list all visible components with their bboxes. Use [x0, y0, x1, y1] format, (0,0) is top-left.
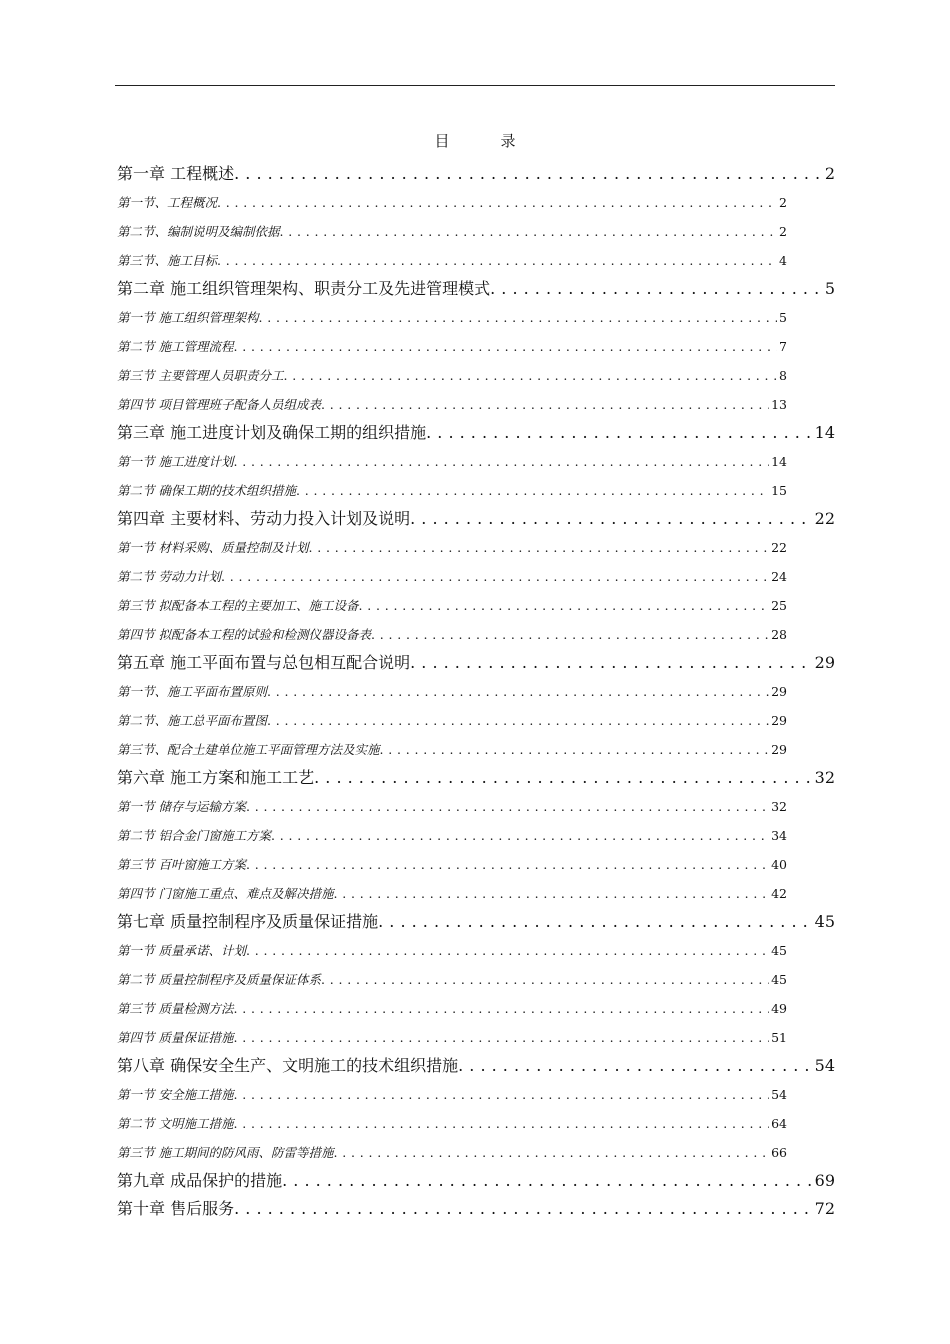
dot-leader	[267, 706, 769, 735]
dot-leader	[296, 476, 769, 505]
toc-chapter-entry[interactable]	[117, 160, 835, 188]
toc-page-number: 32	[814, 768, 835, 787]
toc-page-number: 45	[814, 912, 835, 931]
toc-section-entry[interactable]	[117, 1138, 787, 1167]
toc-entry-label: 第七章 质量控制程序及质量保证措施	[117, 912, 379, 931]
header-rule	[115, 85, 835, 86]
toc-entry-label: 第一节 材料采购、质量控制及计划	[117, 540, 309, 555]
dot-leader	[258, 303, 777, 332]
toc-chapter-entry[interactable]	[117, 908, 835, 936]
toc-page-number: 25	[771, 598, 787, 613]
dot-leader	[321, 965, 769, 994]
toc-section-entry[interactable]	[117, 706, 787, 735]
toc-page-number: 29	[814, 653, 835, 672]
toc-section-entry[interactable]	[117, 390, 787, 419]
toc-entry-label: 第一节 施工进度计划	[117, 454, 234, 469]
toc-page-number: 54	[771, 1087, 787, 1102]
toc-entry-label: 第四章 主要材料、劳动力投入计划及说明	[117, 509, 411, 528]
toc-section-entry[interactable]	[117, 735, 787, 764]
toc-section-entry[interactable]	[117, 246, 787, 275]
toc-section-entry[interactable]	[117, 361, 787, 390]
toc-entry-label: 第二节 文明施工措施	[117, 1116, 234, 1131]
dot-leader	[410, 505, 813, 533]
toc-page-number: 51	[771, 1030, 787, 1045]
dot-leader	[380, 735, 770, 764]
toc-page-number: 24	[771, 569, 787, 584]
toc-page-number: 22	[814, 509, 835, 528]
toc-entry-label: 第二节、编制说明及编制依据	[117, 224, 280, 239]
toc-entry-label: 第四节 项目管理班子配备人员组成表	[117, 397, 321, 412]
toc-page-number: 5	[779, 310, 787, 325]
dot-leader	[233, 447, 769, 476]
toc-section-entry[interactable]	[117, 447, 787, 476]
dot-leader	[490, 275, 823, 303]
dot-leader	[233, 994, 769, 1023]
dot-leader	[426, 419, 813, 447]
toc-page-number: 15	[771, 483, 787, 498]
toc-entry-label: 第一章 工程概述	[117, 164, 235, 183]
toc-entry-label: 第一节、施工平面布置原则	[117, 684, 268, 699]
dot-leader	[246, 936, 769, 965]
toc-chapter-entry[interactable]	[117, 275, 835, 303]
toc-page-number: 2	[779, 224, 787, 239]
toc-entry-label: 第六章 施工方案和施工工艺	[117, 768, 315, 787]
toc-page-number: 14	[771, 454, 787, 469]
toc-chapter-entry[interactable]	[117, 764, 835, 792]
dot-leader	[333, 1138, 769, 1167]
toc-chapter-entry[interactable]	[117, 1167, 835, 1195]
toc-page-number: 66	[771, 1145, 787, 1160]
toc-page-number: 49	[771, 1001, 787, 1016]
toc-page-number: 22	[771, 540, 787, 555]
toc-page-number: 29	[771, 713, 787, 728]
toc-chapter-entry[interactable]	[117, 1052, 835, 1080]
toc-section-entry[interactable]	[117, 965, 787, 994]
toc-entry-label: 第一节、工程概况	[117, 195, 218, 210]
toc-entry-label: 第一节 施工组织管理架构	[117, 310, 259, 325]
toc-section-entry[interactable]	[117, 879, 787, 908]
toc-page-number: 28	[771, 627, 787, 642]
dot-leader	[358, 591, 769, 620]
toc-section-entry[interactable]	[117, 188, 787, 217]
toc-page-number: 69	[814, 1171, 835, 1190]
toc-entry-label: 第一节 储存与运输方案	[117, 799, 246, 814]
toc-page-number: 40	[771, 857, 787, 872]
dot-leader	[410, 649, 813, 677]
table-of-contents	[117, 160, 835, 1223]
toc-page-number: 54	[814, 1056, 835, 1075]
toc-entry-label: 第十章 售后服务	[117, 1199, 235, 1218]
dot-leader	[283, 361, 777, 390]
dot-leader	[246, 850, 769, 879]
toc-entry-label: 第三节 百叶窗施工方案	[117, 857, 246, 872]
toc-entry-label: 第四节 门窗施工重点、难点及解决措施	[117, 886, 334, 901]
toc-entry-label: 第三节 施工期间的防风雨、防雷等措施	[117, 1145, 334, 1160]
dot-leader	[458, 1052, 813, 1080]
toc-page-number: 13	[771, 397, 787, 412]
toc-entry-label: 第二节 确保工期的技术组织措施	[117, 483, 296, 498]
toc-section-entry[interactable]	[117, 936, 787, 965]
dot-leader	[233, 332, 777, 361]
dot-leader	[221, 562, 769, 591]
toc-section-entry[interactable]	[117, 850, 787, 879]
dot-leader	[333, 879, 769, 908]
toc-page-number: 29	[771, 684, 787, 699]
toc-section-entry[interactable]	[117, 1109, 787, 1138]
dot-leader	[267, 677, 769, 706]
toc-page-number: 14	[814, 423, 835, 442]
toc-entry-label: 第一节 安全施工措施	[117, 1087, 234, 1102]
toc-page-number: 45	[771, 943, 787, 958]
toc-entry-label: 第三节 主要管理人员职责分工	[117, 368, 284, 383]
toc-page-number: 64	[771, 1116, 787, 1131]
toc-section-entry[interactable]	[117, 821, 787, 850]
toc-section-entry[interactable]	[117, 994, 787, 1023]
dot-leader	[217, 188, 777, 217]
toc-entry-label: 第五章 施工平面布置与总包相互配合说明	[117, 653, 411, 672]
dot-leader	[233, 1109, 769, 1138]
toc-entry-label: 第二节 质量控制程序及质量保证体系	[117, 972, 321, 987]
toc-entry-label: 第四节 质量保证措施	[117, 1030, 234, 1045]
dot-leader	[234, 160, 823, 188]
toc-section-entry[interactable]	[117, 1023, 787, 1052]
toc-section-entry[interactable]	[117, 303, 787, 332]
toc-page-number: 2	[779, 195, 787, 210]
toc-chapter-entry[interactable]	[117, 649, 835, 677]
toc-entry-label: 第四节 拟配备本工程的试验和检测仪器设备表	[117, 627, 371, 642]
toc-section-entry[interactable]	[117, 620, 787, 649]
toc-chapter-entry[interactable]	[117, 1195, 835, 1223]
dot-leader	[234, 1195, 813, 1223]
toc-page-number: 7	[779, 339, 787, 354]
toc-entry-label: 第二章 施工组织管理架构、职责分工及先进管理模式	[117, 279, 491, 298]
toc-entry-label: 第九章 成品保护的措施	[117, 1171, 283, 1190]
toc-section-entry[interactable]	[117, 677, 787, 706]
toc-entry-label: 第三节、配合土建单位施工平面管理方法及实施	[117, 742, 380, 757]
toc-page-number: 2	[824, 164, 835, 183]
dot-leader	[246, 792, 769, 821]
toc-page-number: 72	[814, 1199, 835, 1218]
dot-leader	[217, 246, 777, 275]
toc-page-number: 8	[779, 368, 787, 383]
toc-section-entry[interactable]	[117, 792, 787, 821]
toc-entry-label: 第三章 施工进度计划及确保工期的组织措施	[117, 423, 427, 442]
dot-leader	[233, 1023, 769, 1052]
toc-page-number: 45	[771, 972, 787, 987]
toc-entry-label: 第三节、施工目标	[117, 253, 218, 268]
toc-entry-label: 第二节 劳动力计划	[117, 569, 221, 584]
toc-page-number: 29	[771, 742, 787, 757]
toc-chapter-entry[interactable]	[117, 505, 835, 533]
toc-entry-label: 第一节 质量承诺、计划	[117, 943, 246, 958]
toc-page-number: 5	[824, 279, 835, 298]
dot-leader	[280, 217, 778, 246]
toc-title: 目 录	[434, 132, 534, 150]
dot-leader	[314, 764, 813, 792]
toc-entry-label: 第二节 施工管理流程	[117, 339, 234, 354]
toc-chapter-entry[interactable]	[117, 419, 835, 447]
dot-leader	[271, 821, 769, 850]
dot-leader	[378, 908, 813, 936]
toc-page-number: 32	[771, 799, 787, 814]
toc-section-entry[interactable]	[117, 1080, 787, 1109]
toc-section-entry[interactable]	[117, 476, 787, 505]
dot-leader	[321, 390, 769, 419]
dot-leader	[371, 620, 769, 649]
dot-leader	[233, 1080, 769, 1109]
toc-section-entry[interactable]	[117, 332, 787, 361]
toc-page-number: 4	[779, 253, 787, 268]
toc-page-number: 34	[771, 828, 787, 843]
toc-entry-label: 第二节 铝合金门窗施工方案	[117, 828, 271, 843]
toc-section-entry[interactable]	[117, 217, 787, 246]
toc-entry-label: 第八章 确保安全生产、文明施工的技术组织措施	[117, 1056, 459, 1075]
dot-leader	[308, 533, 769, 562]
toc-entry-label: 第三节 质量检测方法	[117, 1001, 234, 1016]
toc-section-entry[interactable]	[117, 591, 787, 620]
toc-entry-label: 第二节、施工总平面布置图	[117, 713, 268, 728]
dot-leader	[282, 1167, 813, 1195]
toc-section-entry[interactable]	[117, 562, 787, 591]
toc-page-number: 42	[771, 886, 787, 901]
toc-entry-label: 第三节 拟配备本工程的主要加工、施工设备	[117, 598, 359, 613]
toc-section-entry[interactable]	[117, 533, 787, 562]
